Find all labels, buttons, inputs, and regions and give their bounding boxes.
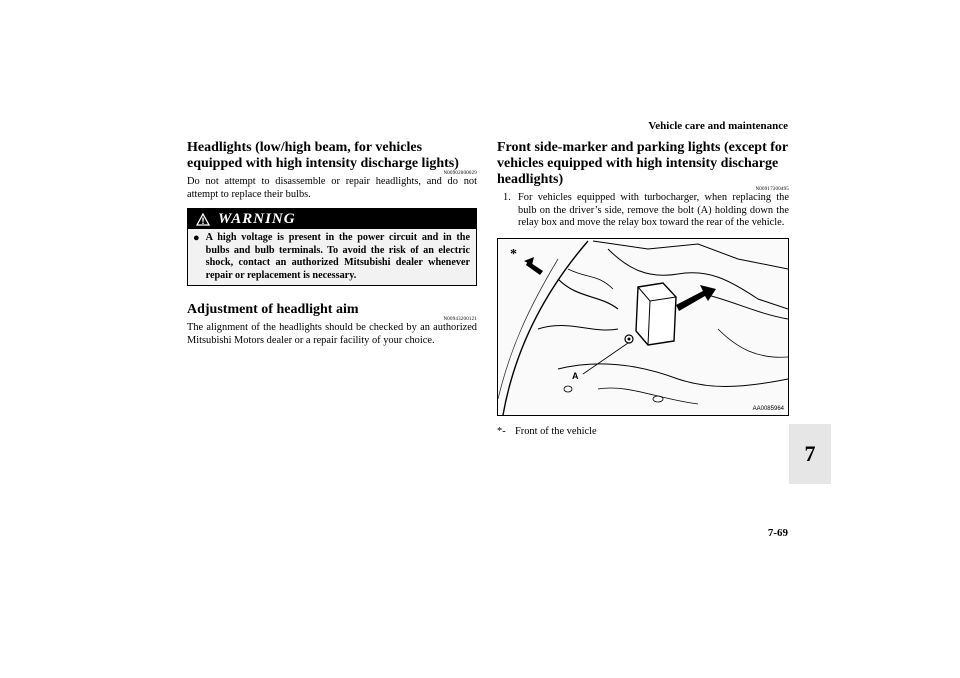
- warning-title: WARNING: [218, 210, 296, 227]
- running-head: Vehicle care and maintenance: [648, 120, 788, 132]
- engine-bay-illustration: [498, 239, 788, 415]
- front-marker-label: *: [510, 246, 517, 262]
- steps-list: [497, 192, 789, 230]
- figure-legend: [497, 426, 789, 437]
- section-code: N00902000029: [443, 171, 477, 176]
- bolt-label: A: [572, 370, 579, 381]
- warning-header: [188, 209, 476, 229]
- warning-triangle-icon: [196, 213, 210, 226]
- left-column: [187, 140, 477, 347]
- right-column: [497, 140, 789, 437]
- step-number: 1.: [503, 192, 511, 203]
- legend-text: Front of the vehicle: [515, 425, 597, 437]
- figure-code: AA0085964: [752, 405, 784, 412]
- warning-text: A high voltage is present in the power circuit and in the bulbs and bulb terminals. To avoid the risk of an electric shock, contact an authorized Mitsubishi dealer whenever repair or replacement is necessary.: [205, 232, 470, 281]
- section-title-side-marker: Front side-marker and parking lights (except for vehicles equipped with high intensity discharge headlights): [497, 140, 788, 187]
- list-item: [497, 192, 789, 230]
- section-text: Do not attempt to disassemble or repair headlights, and do not attempt to replace their bulbs.: [187, 176, 477, 200]
- page-number: 7-69: [767, 527, 788, 539]
- bullet-icon: ●: [193, 232, 200, 244]
- section-title-aim: Adjustment of headlight aim: [187, 302, 359, 317]
- warning-body: [188, 229, 476, 285]
- section-title-headlights: Headlights (low/high beam, for vehicles equipped with high intensity discharge lights): [187, 140, 459, 171]
- engine-bay-figure: [497, 238, 789, 416]
- warning-box: [187, 208, 477, 286]
- chapter-tab: 7: [789, 424, 831, 484]
- legend-mark: *-: [497, 425, 506, 437]
- section-code: N00917300495: [755, 187, 789, 192]
- step-text: For vehicles equipped with turbocharger, when replacing the bulb on the driver’s side, remove the bolt (A) holding down the relay box and move the relay box toward the rear of the vehicle.: [518, 192, 789, 228]
- section-code: N00943200121: [443, 317, 477, 322]
- section-text: The alignment of the headlights should be checked by an authorized Mitsubishi Motors dealer or a repair facility of your choice.: [187, 322, 477, 346]
